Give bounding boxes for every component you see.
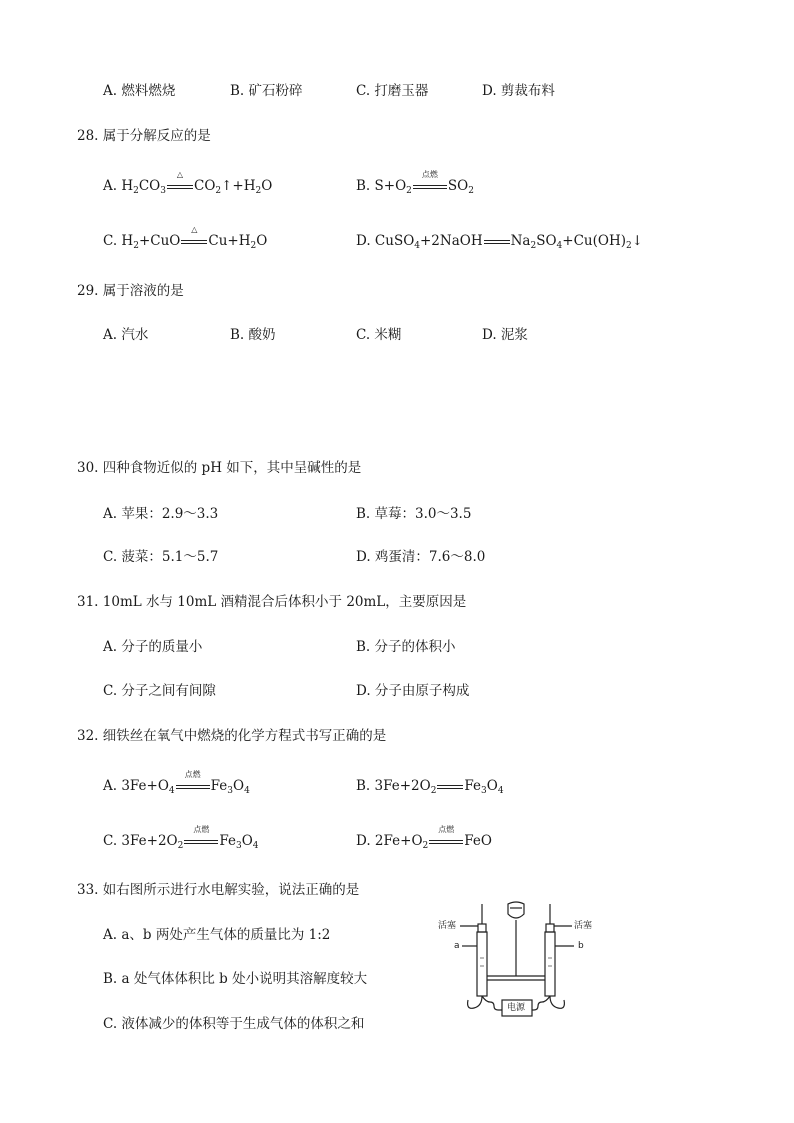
q30-stem: 30. 四种食物近似的 pH 如下，其中呈碱性的是 xyxy=(77,460,362,476)
q28-option-d[interactable]: D. CuSO$_4$+2NaOH $Na_2SO_4+Cu(OH)_2↓$ xyxy=(356,233,644,251)
diagram-left-stopcock-label: 活塞 xyxy=(438,921,457,931)
diagram-b-label: b xyxy=(578,941,584,951)
reaction-arrow: △ xyxy=(181,233,207,247)
q31-option-d[interactable]: D. 分子由原子构成 xyxy=(356,683,470,699)
q27-option-d[interactable]: D. 剪裁布料 xyxy=(482,83,555,99)
q33-option-b[interactable]: B. a 处气体体积比 b 处小说明其溶解度较大 xyxy=(103,971,368,987)
q33-stem-row xyxy=(0,879,794,901)
q28-option-c[interactable]: C. $H_2+CuO$ △ $Cu+H_2O$ xyxy=(103,225,268,251)
q31-option-a[interactable]: A. 分子的质量小 xyxy=(103,639,203,655)
q30-option-d[interactable]: D. 鸡蛋清：7.6～8.0 xyxy=(356,549,486,565)
reaction-arrow: △ xyxy=(167,178,193,192)
q28-stem: 28. 属于分解反应的是 xyxy=(77,128,211,144)
reaction-arrow: 点燃 xyxy=(413,178,447,192)
reaction-equals xyxy=(484,233,510,247)
q32-stem: 32. 细铁丝在氧气中燃烧的化学方程式书写正确的是 xyxy=(77,728,387,744)
q28-stem-row xyxy=(0,125,794,147)
q32-stem-row xyxy=(0,725,794,747)
q29-options xyxy=(0,324,794,346)
q27-option-a[interactable]: A. 燃料燃烧 xyxy=(103,83,176,99)
q33-option-a[interactable]: A. a、b 两处产生气体的质量比为 1:2 xyxy=(103,927,331,943)
q30-options-ab xyxy=(0,503,794,525)
q28-options-cd xyxy=(0,225,794,252)
q32-options-ab xyxy=(0,770,794,797)
q32-option-d[interactable]: D. $2Fe+O_2$ 点燃 FeO xyxy=(356,825,492,851)
q30-option-c[interactable]: C. 菠菜：5.1～5.7 xyxy=(103,549,219,565)
q31-stem-row xyxy=(0,591,794,613)
q31-option-b[interactable]: B. 分子的体积小 xyxy=(356,639,456,655)
reaction-arrow: 点燃 xyxy=(184,833,218,847)
diagram-power-label: 电源 xyxy=(507,1003,526,1013)
q33-stem: 33. 如右图所示进行水电解实验，说法正确的是 xyxy=(77,882,360,898)
reaction-arrow: 点燃 xyxy=(429,833,463,847)
q33-option-c-row xyxy=(0,1013,794,1035)
q29-option-a[interactable]: A. 汽水 xyxy=(103,327,149,343)
q29-stem: 29. 属于溶液的是 xyxy=(77,283,184,299)
diagram-right-stopcock-label: 活塞 xyxy=(574,921,593,931)
q31-options-ab xyxy=(0,636,794,658)
q30-stem-row xyxy=(0,457,794,479)
q32-option-c[interactable]: C. $3Fe+2O_2$ 点燃 $Fe_3O_4$ xyxy=(103,825,259,851)
q31-stem: 31. 10mL 水与 10mL 酒精混合后体积小于 20mL，主要原因是 xyxy=(77,594,467,610)
q33-option-a-row xyxy=(0,924,794,946)
q32-options-cd xyxy=(0,825,794,852)
reaction-equals xyxy=(437,778,463,792)
reaction-arrow: 点燃 xyxy=(176,778,210,792)
q29-option-b[interactable]: B. 酸奶 xyxy=(230,327,276,343)
q28-options-ab xyxy=(0,170,794,197)
q29-stem-row xyxy=(0,280,794,302)
q32-option-a[interactable]: A. $3Fe+O_4$ 点燃 $Fe_3O_4$ xyxy=(103,770,250,796)
q32-option-b[interactable]: B. $3Fe+2O_2$ $Fe_3O_4$ xyxy=(356,778,504,796)
q28-option-a[interactable]: A. $H_2CO_3$ △ $CO_2↑+H_2O$ xyxy=(103,170,273,196)
q31-option-c[interactable]: C. 分子之间有间隙 xyxy=(103,683,216,699)
q29-option-d[interactable]: D. 泥浆 xyxy=(482,327,528,343)
diagram-a-label: a xyxy=(454,941,460,951)
q29-option-c[interactable]: C. 米糊 xyxy=(356,327,402,343)
q30-option-b[interactable]: B. 草莓：3.0～3.5 xyxy=(356,506,472,522)
q30-options-cd xyxy=(0,546,794,568)
q30-option-a[interactable]: A. 苹果：2.9～3.3 xyxy=(103,506,219,522)
q33-option-c[interactable]: C. 液体减少的体积等于生成气体的体积之和 xyxy=(103,1016,365,1032)
q27-option-c[interactable]: C. 打磨玉器 xyxy=(356,83,429,99)
q28-option-b[interactable]: B. $S+O_2$ 点燃 $SO_2$ xyxy=(356,170,474,196)
q27-options xyxy=(0,80,794,102)
q27-option-b[interactable]: B. 矿石粉碎 xyxy=(230,83,303,99)
q31-options-cd xyxy=(0,680,794,702)
q33-option-b-row xyxy=(0,968,794,990)
electrolysis-apparatus-diagram xyxy=(436,896,596,1026)
